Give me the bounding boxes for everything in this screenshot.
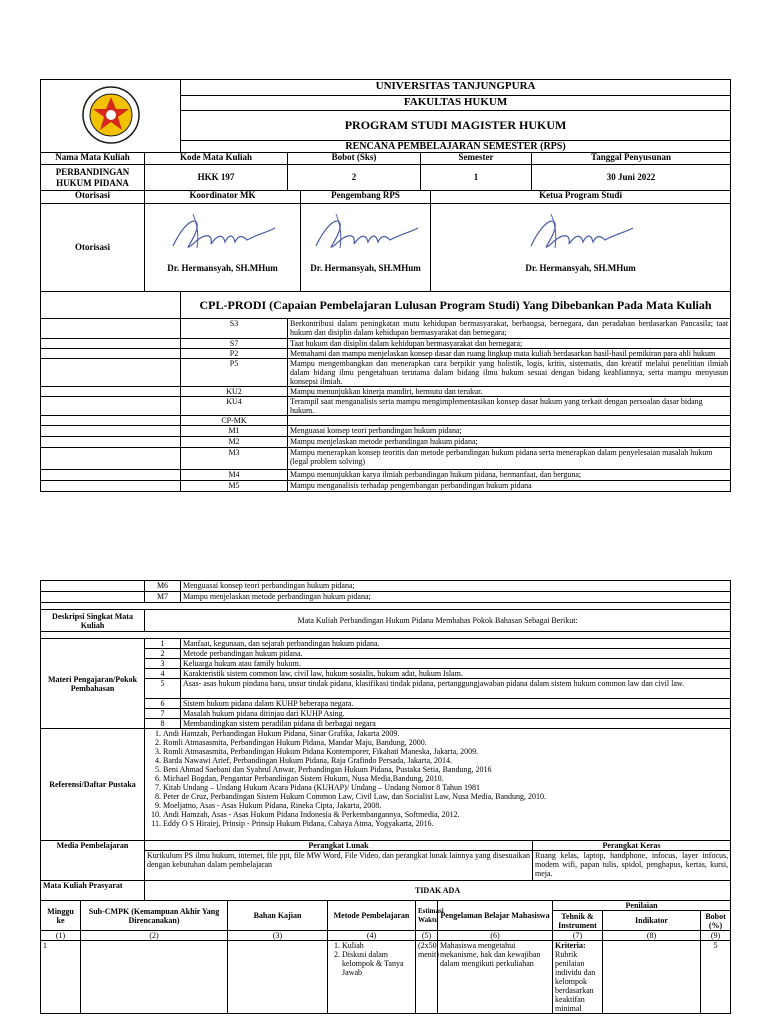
signature-image bbox=[306, 204, 426, 264]
role-coordinator: Koordinator MK bbox=[145, 191, 301, 204]
materi-no: 6 bbox=[145, 699, 181, 709]
cpmk-code: M1 bbox=[181, 426, 288, 437]
bobot-header: Bobot (%) bbox=[701, 911, 731, 931]
kriteria-text: Rubrik penilaian individu dan kelompok berdasarkan keaktifan minimal bbox=[555, 950, 596, 1013]
pengalaman-header: Pengelaman Belajar Mahasiswa bbox=[438, 901, 553, 931]
authorization-label: Otorisasi bbox=[41, 204, 145, 292]
signer-name: Dr. Hermansyah, SH.MHum bbox=[167, 263, 278, 273]
cpmk-text: Mampu menerapkan konsep teoritis dan metode perbandingan hukum pidana serta menerapkan dalam penyelesaian masalah hukum (legal problem solving) bbox=[288, 448, 731, 470]
cpmk-label: CP-MK bbox=[181, 416, 288, 426]
course-name: PERBANDINGAN HUKUM PIDANA bbox=[41, 165, 145, 191]
column-number: (3) bbox=[228, 931, 328, 941]
cpmk-code: M7 bbox=[145, 592, 181, 603]
signature-block-developer bbox=[301, 204, 431, 292]
materi-no: 1 bbox=[145, 639, 181, 649]
cpl-spacer bbox=[41, 387, 181, 397]
cpmk-text: Mampu menjelaskan metode perbandingan hukum pidana; bbox=[288, 437, 731, 448]
cpmk-text: Mampu menganalisis terhadap pengembangan perbandingan hukum pidana bbox=[288, 481, 731, 492]
column-number: (2) bbox=[81, 931, 228, 941]
course-code: HKK 197 bbox=[145, 165, 288, 191]
reference-item: 3. Romli Atmasasmita, Perbandingan Hukum Pidana Kontemporer, Fikahati Maneska, Jakarta, 2009. bbox=[163, 747, 728, 756]
signer-name: Dr. Hermansyah, SH.MHum bbox=[310, 263, 421, 273]
materi-text: Membandingkan sistem peradilan pidana di berbagai negara bbox=[181, 719, 731, 729]
reference-item: 4. Barda Nawawi Arief, Perbandingan Hukum Pidana, Raja Grafindo Persada, Jakarta, 2014. bbox=[163, 756, 728, 765]
cpl-code: S3 bbox=[181, 319, 288, 339]
faculty-name: FAKULTAS HUKUM bbox=[181, 96, 731, 111]
cpl-spacer bbox=[41, 470, 181, 481]
description-label: Deskripsi Singkat Mata Kuliah bbox=[41, 610, 145, 632]
prerequisite-label: Mata Kuliah Prasyarat bbox=[41, 881, 145, 901]
hardware-label: Perangkat Keras bbox=[533, 841, 731, 851]
hardware-text: Ruang kelas, laptop, handphone, infocus, layer infocus, modem wifi, papan tulis, spidol, penghapus, kertas, kursi, meja. bbox=[533, 851, 731, 881]
cpmk-code: M3 bbox=[181, 448, 288, 470]
label-date: Tanggal Penyusunan bbox=[532, 153, 731, 165]
blank-row bbox=[41, 632, 731, 639]
column-number: (5) bbox=[416, 931, 438, 941]
cpl-code: KU2 bbox=[181, 387, 288, 397]
week-number: 1 bbox=[41, 941, 81, 1014]
reference-item: 8. Peter de Cruz, Perbandingan Sistem Hukum Common Law, Civil Law, dan Socialist Law, Nusa Media, Bandung, 2010. bbox=[163, 792, 728, 801]
page-2 bbox=[0, 580, 768, 1024]
cpl-text: Berkontribusi dalam peningkatan mutu kehidupan bermasyarakat, berbangsa, bernegara, dan peradaban berdasarkan Pancasila; taat hukum dan disiplin dalam kehidupan bermasyarakat dan bernegara; bbox=[288, 319, 731, 339]
cpmk-code: M6 bbox=[145, 581, 181, 592]
label-course-code: Kode Mata Kuliah bbox=[145, 153, 288, 165]
reference-item: 10. Andi Hamzah, Asas - Asas Hukum Pidana Indonesia & Perkembangannya, Softmedia, 2012. bbox=[163, 810, 728, 819]
reference-item: 11. Eddy O S Hiraiej, Prinsip - Prinsip Hukum Pidana, Cahaya Atma, Yogyakarta, 2016. bbox=[163, 819, 728, 828]
cpl-code: S7 bbox=[181, 339, 288, 349]
university-seal-icon bbox=[76, 85, 146, 145]
cpmk-text: Menguasai konsep teori perbandingan hukum pidana; bbox=[181, 581, 731, 592]
cpl-spacer bbox=[41, 397, 181, 416]
materi-no: 5 bbox=[145, 679, 181, 699]
materi-no: 2 bbox=[145, 649, 181, 659]
column-number: (8) bbox=[603, 931, 701, 941]
materi-text: Manfaat, kegunaan, dan sejarah perbandingan hukum pidana. bbox=[181, 639, 731, 649]
role-developer: Pengembang RPS bbox=[301, 191, 431, 204]
teknik-cell bbox=[553, 941, 603, 1014]
program-name: PROGRAM STUDI MAGISTER HUKUM bbox=[181, 111, 731, 141]
doc-title: RENCANA PEMBELAJARAN SEMESTER (RPS) bbox=[181, 141, 731, 153]
cpmk-text: Mampu menunjukkan karya ilmiah perbandingan hukum pidana, bermanfaat, dan berguna; bbox=[288, 470, 731, 481]
signature-block-coordinator bbox=[145, 204, 301, 292]
cpmk-text: Menguasai konsep teori perbandingan hukum pidana; bbox=[288, 426, 731, 437]
bobot-cell: 5 bbox=[701, 941, 731, 1014]
cpl-code: KU4 bbox=[181, 397, 288, 416]
subcpmk-header: Sub-CMPK (Kemampuan Akhir Yang Direncanakan) bbox=[81, 901, 228, 931]
metode-header: Metode Pembelajaran bbox=[328, 901, 416, 931]
reference-item: 6. Michael Bogdan, Pengantar Perbandingan Sistem Hukum, Nusa Media,Bandung, 2010. bbox=[163, 774, 728, 783]
kriteria-label: Kriteria: bbox=[555, 941, 586, 950]
week-header: Minggu ke bbox=[41, 901, 81, 931]
waktu-header: Estimasi Waktu bbox=[416, 901, 438, 931]
materi-text: Sistem hukum pidana dalam KUHP beberapa negara. bbox=[181, 699, 731, 709]
rps-content-table bbox=[40, 580, 731, 1014]
label-course-name: Nama Mata Kuliah bbox=[41, 153, 145, 165]
authorization-label-top: Otorisasi bbox=[41, 191, 145, 204]
materi-no: 7 bbox=[145, 709, 181, 719]
cpl-code: P2 bbox=[181, 349, 288, 359]
reference-item: 9. Moeljatno, Asas - Asas Hukum Pidana, Rineka Cipta, Jakarta, 2008. bbox=[163, 801, 728, 810]
materi-text: Karakteristik sistem common law, civil law, hukum sosialis, hukum adat, hukum Islam. bbox=[181, 669, 731, 679]
cpmk-empty bbox=[288, 416, 731, 426]
cpl-spacer bbox=[41, 339, 181, 349]
cpl-spacer bbox=[41, 481, 181, 492]
cpl-text: Memahami dan mampu menjelaskan konsep dasar dan ruang lingkup mata kuliah berdasarkan hasil-hasil pemikiran para ahli hukum bbox=[288, 349, 731, 359]
cpmk-code: M5 bbox=[181, 481, 288, 492]
software-text: Kurikulum PS ilmu hukum, internet, file ppt, file MW Word, File Video, dan perangkat lunak lainnya yang disesuaikan dengan kebutuhan dalam pembelajaran bbox=[145, 851, 533, 881]
indikator-header: Indikator bbox=[603, 911, 701, 931]
label-semester: Semester bbox=[421, 153, 532, 165]
column-number: (7) bbox=[553, 931, 603, 941]
materi-no: 4 bbox=[145, 669, 181, 679]
bahan-cell bbox=[228, 941, 328, 1014]
course-credits: 2 bbox=[288, 165, 421, 191]
cpl-spacer bbox=[41, 359, 181, 387]
cpl-code: P5 bbox=[181, 359, 288, 387]
bahan-header: Bahan Kajian bbox=[228, 901, 328, 931]
reference-item: 2. Romli Atmasasmita, Perbandingan Hukum Pidana, Mandar Maju, Bandung, 2000. bbox=[163, 738, 728, 747]
column-number: (6) bbox=[438, 931, 553, 941]
label-credits: Bobot (Sks) bbox=[288, 153, 421, 165]
cpl-spacer bbox=[41, 448, 181, 470]
metode-item: 2. Diskusi dalam kelompok & Tanya Jawab bbox=[342, 950, 413, 977]
software-label: Perangkat Lunak bbox=[145, 841, 533, 851]
indikator-cell bbox=[603, 941, 701, 1014]
cpmk-spacer bbox=[41, 592, 145, 603]
materi-text: Metode perbandingan hukum pidana. bbox=[181, 649, 731, 659]
references-label: Referensi/Daftar Pustaka bbox=[41, 729, 145, 841]
materi-label: Materi Pengajaran/Pokok Pembahasan bbox=[41, 639, 145, 729]
blank-row bbox=[41, 603, 731, 610]
description-text: Mata Kuliah Perbandingan Hukum Pidana Membahas Pokok Bahasan Sebagai Berikut: bbox=[145, 610, 731, 632]
reference-item: 1. Andi Hamzah, Perbandingan Hukum Pidana, Sinar Grafika, Jakarta 2009. bbox=[163, 729, 728, 738]
page-1 bbox=[0, 0, 768, 504]
university-name: UNIVERSITAS TANJUNGPURA bbox=[181, 80, 731, 96]
column-number: (4) bbox=[328, 931, 416, 941]
teknik-header: Tehnik & Instrument bbox=[553, 911, 603, 931]
cpl-text: Mampu mengembangkan dan menerapkan cara berpikir yang holistik, logis, kritis, sistematis, dan kreatif melalui penelitian ilmiah dalam bidang ilmu pengetahuan terutama dalam bidang ilmu hukum sesuai dengan bidang keahliannya, serta mampu menyusun konsepsi ilmiah. bbox=[288, 359, 731, 387]
column-number: (1) bbox=[41, 931, 81, 941]
reference-item: 5. Beni Ahmad Saebani dan Syahrul Anwar, Perbandingan Hukum Pidana, Pustaka Setia, Bandung, 2016 bbox=[163, 765, 728, 774]
materi-no: 8 bbox=[145, 719, 181, 729]
cpl-spacer bbox=[41, 437, 181, 448]
course-date: 30 Juni 2022 bbox=[532, 165, 731, 191]
prerequisite-value: TIDAK ADA bbox=[145, 881, 731, 901]
rps-header-table bbox=[40, 79, 731, 492]
cpl-title: CPL-PRODI (Capaian Pembelajaran Lulusan Program Studi) Yang Dibebankan Pada Mata Kuliah bbox=[181, 292, 731, 319]
waktu-cell: (2x50 menit) bbox=[416, 941, 438, 1014]
cpl-text: Mampu menunjukkan kinerja mandiri, bermutu dan terukur. bbox=[288, 387, 731, 397]
cpmk-code: M4 bbox=[181, 470, 288, 481]
cpl-text: Taat hukum dan disiplin dalam kehidupan bermasyarakat dan bernegara; bbox=[288, 339, 731, 349]
materi-text: Asas- asas hukum pindana baru, unsur tindak pidana, klasifikasi tindak pidana, pertanggungjawaban pidana dalam sistem hukum common law dan civil law. bbox=[181, 679, 731, 699]
reference-item: 7. Kitab Undang – Undang Hukum Acara Pidana (KUHAP)/ Undang – Undang Nomor 8 Tahun 1981 bbox=[163, 783, 728, 792]
signature-block-head bbox=[431, 204, 731, 292]
cpl-empty-cell bbox=[41, 292, 181, 319]
cpl-spacer bbox=[41, 349, 181, 359]
subcpmk-cell bbox=[81, 941, 228, 1014]
course-semester: 1 bbox=[421, 165, 532, 191]
signature-image bbox=[163, 204, 283, 264]
cpl-text: Terampil saat menganalisis serta mampu mengimplementasikan konsep dasar hukum yang terkait dengan persoalan dasar bidang hukum. bbox=[288, 397, 731, 416]
cpl-spacer bbox=[41, 426, 181, 437]
university-logo bbox=[41, 80, 181, 153]
media-label: Media Pembelajaran bbox=[41, 841, 145, 881]
cpl-spacer bbox=[41, 319, 181, 339]
cpmk-text: Mampu menjelaskan metode perbandingan hukum pidana; bbox=[181, 592, 731, 603]
column-number: (9) bbox=[701, 931, 731, 941]
materi-text: Masalah hukum pidana ditinjau dari KUHP Asing. bbox=[181, 709, 731, 719]
cpl-spacer bbox=[41, 416, 181, 426]
penilaian-header: Penilaian bbox=[553, 901, 731, 911]
metode-cell bbox=[328, 941, 416, 1014]
pengalaman-cell: Mahasiswa mengetahui mekanisme, hak dan kewajiban dalam mengikuti perkuliahan bbox=[438, 941, 553, 1014]
signer-name: Dr. Hermansyah, SH.MHum bbox=[525, 263, 636, 273]
materi-no: 3 bbox=[145, 659, 181, 669]
role-head: Ketua Program Studi bbox=[431, 191, 731, 204]
materi-text: Keluarga hukum atau family hukum. bbox=[181, 659, 731, 669]
signature-image bbox=[521, 204, 641, 264]
references-list bbox=[145, 729, 731, 841]
cpmk-spacer bbox=[41, 581, 145, 592]
metode-item: 1. Kuliah bbox=[342, 941, 413, 950]
cpmk-code: M2 bbox=[181, 437, 288, 448]
